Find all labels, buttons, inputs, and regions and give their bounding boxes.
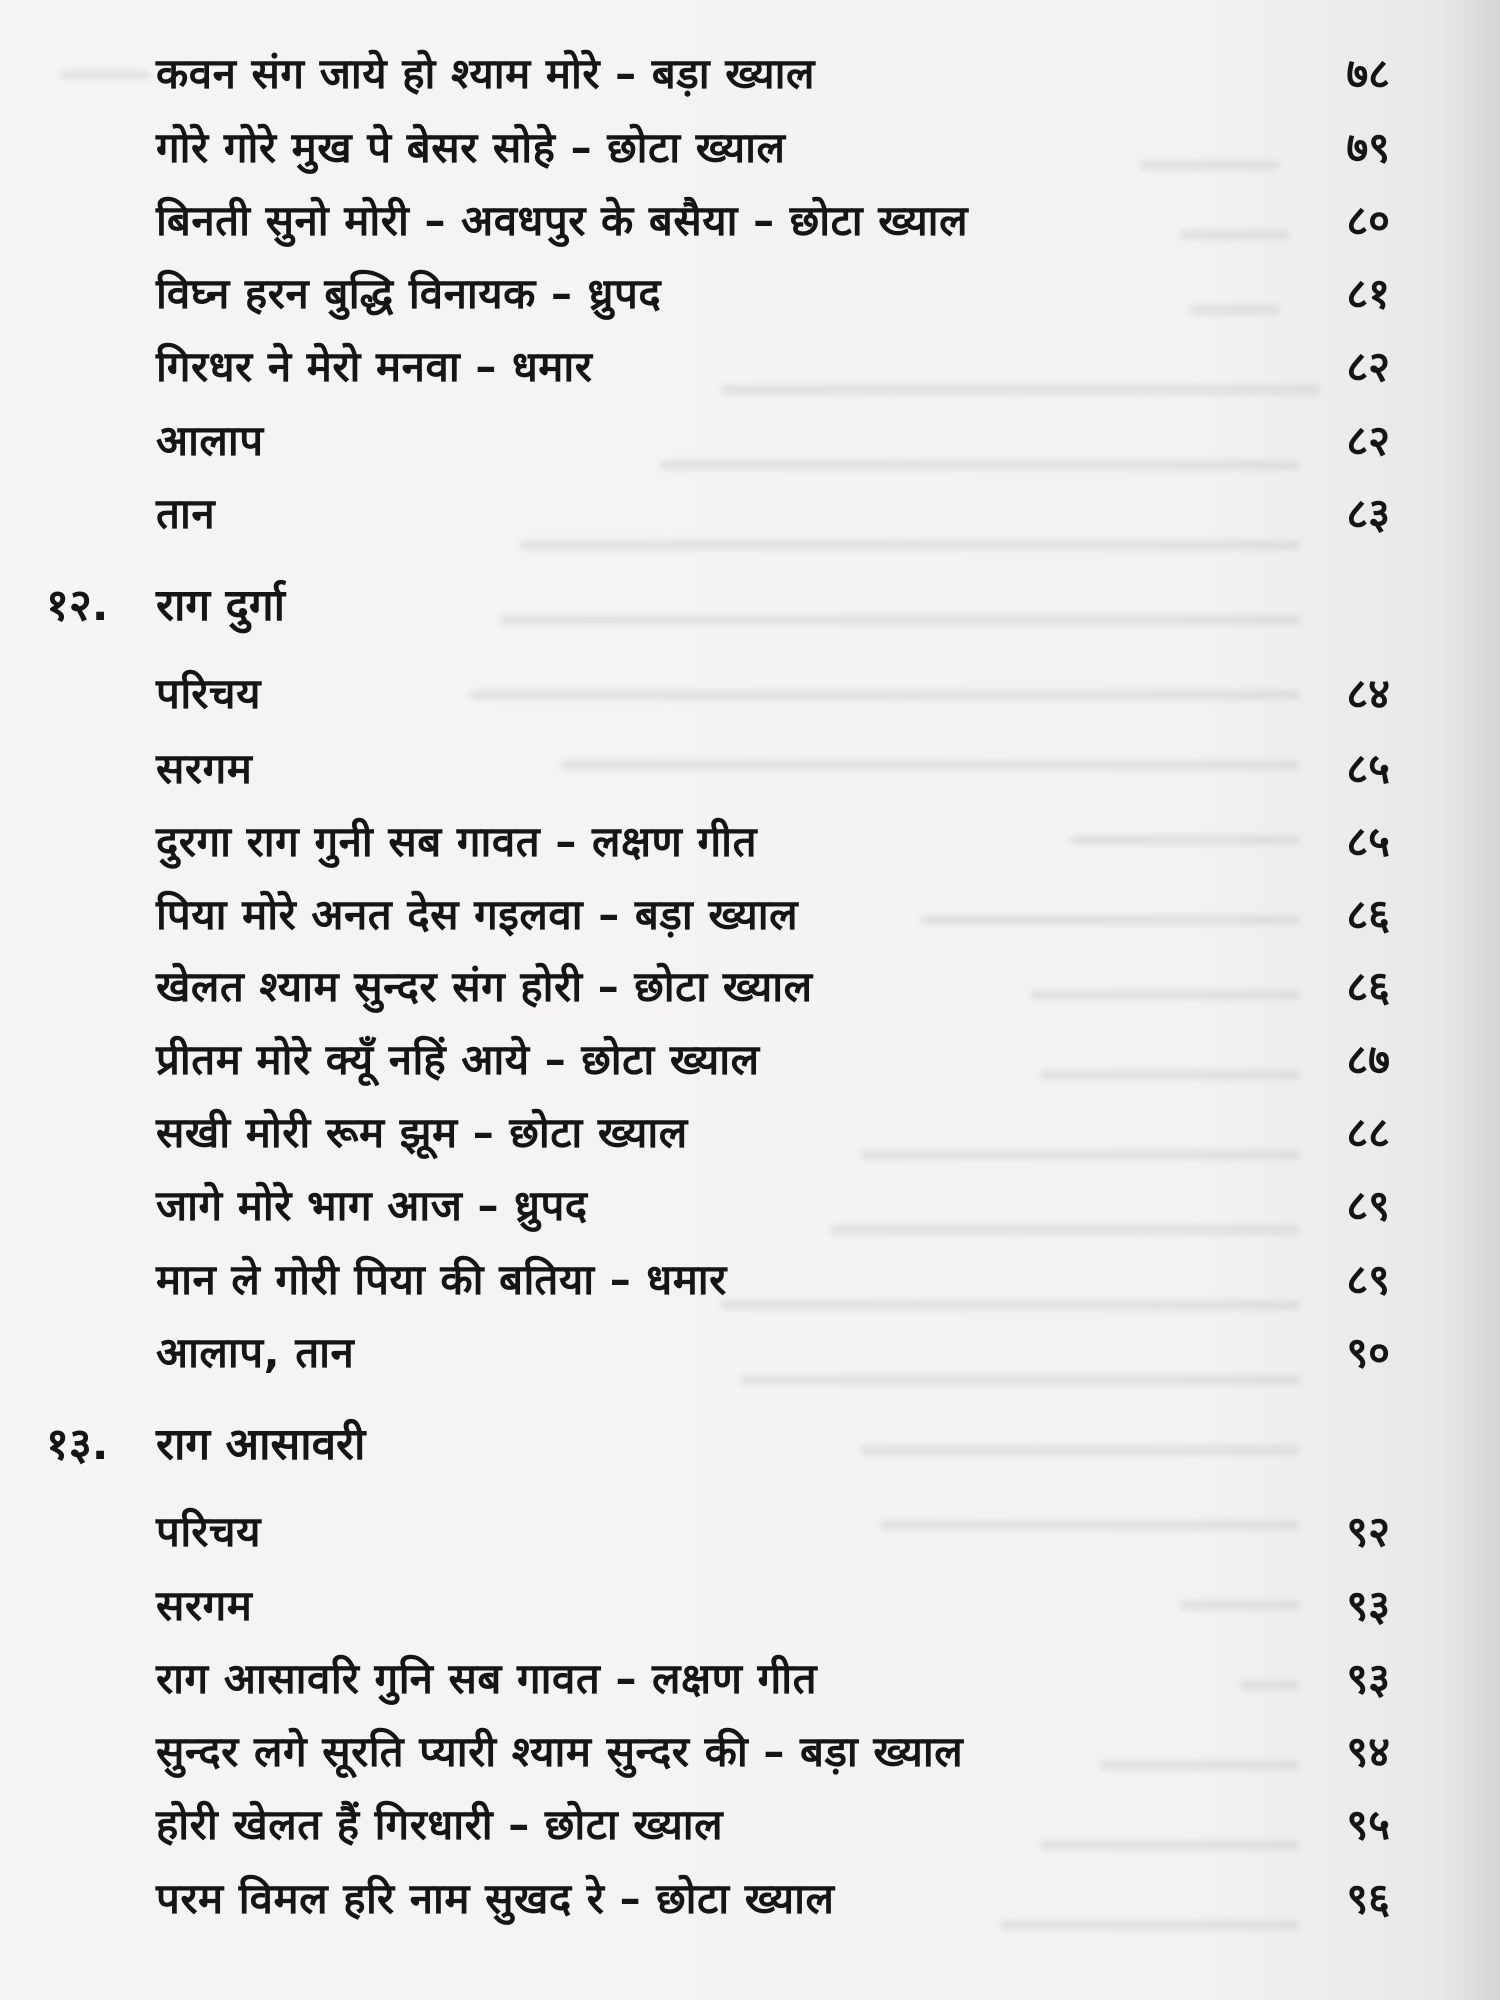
section-heading-raag-durga (0, 572, 1500, 640)
toc-entry-page: ८९ (1346, 1255, 1390, 1304)
toc-entry-page: ८३ (1346, 489, 1390, 538)
toc-entry (0, 737, 1500, 801)
toc-entry (0, 662, 1500, 726)
section-heading-raag-asavari (0, 1411, 1500, 1479)
toc-entry-title: बिनती सुनो मोरी – अवधपुर के बसैया – छोटा ख्याल (156, 196, 969, 245)
toc-entry-title: सरगम (156, 1581, 253, 1630)
toc-entry-title: विघ्न हरन बुद्धि विनायक – ध्रुपद (156, 269, 662, 318)
toc-entry-title: पिया मोरे अनत देस गइलवा – बड़ा ख्याल (156, 890, 799, 939)
toc-entry (0, 262, 1500, 326)
toc-entry (0, 116, 1500, 180)
toc-entry (0, 1500, 1500, 1564)
toc-entry-page: ८५ (1346, 744, 1390, 793)
toc-entry (0, 1867, 1500, 1931)
toc-entry-page: ८२ (1346, 416, 1390, 465)
section-title: राग आसावरी (156, 1419, 366, 1470)
toc-entry-title: गिरधर ने मेरो मनवा – धमार (156, 342, 593, 391)
toc-entry-title: परिचय (156, 1507, 261, 1556)
toc-entry (0, 482, 1500, 546)
toc-entry-title: गोरे गोरे मुख पे बेसर सोहे – छोटा ख्याल (156, 123, 786, 172)
section-title: राग दुर्गा (156, 580, 286, 631)
toc-entry (0, 1574, 1500, 1638)
toc-entry-title: आलाप, तान (156, 1328, 355, 1377)
toc-entry (0, 810, 1500, 874)
toc-entry-page: ९६ (1346, 1874, 1390, 1923)
toc-entry (0, 409, 1500, 473)
toc-entry-page: ८५ (1346, 817, 1390, 866)
toc-entry-title: प्रीतम मोरे क्यूँ नहिं आये – छोटा ख्याल (156, 1035, 760, 1084)
toc-entry-page: ८१ (1346, 269, 1390, 318)
section-number: १३. (46, 1419, 109, 1470)
toc-entry-title: मान ले गोरी पिया की बतिया – धमार (156, 1255, 727, 1304)
toc-entry-title: दुरगा राग गुनी सब गावत – लक्षण गीत (156, 817, 758, 866)
toc-entry-page: ८४ (1346, 669, 1390, 718)
toc-entry-title: खेलत श्याम सुन्दर संग होरी – छोटा ख्याल (156, 962, 813, 1011)
toc-entry-page: ९५ (1346, 1800, 1390, 1849)
toc-entry (0, 1793, 1500, 1857)
toc-entry-title: सरगम (156, 744, 253, 793)
toc-entry-title: परम विमल हरि नाम सुखद रे – छोटा ख्याल (156, 1874, 835, 1923)
toc-entry (0, 1028, 1500, 1092)
toc-entry (0, 955, 1500, 1019)
toc-entry (0, 1720, 1500, 1784)
toc-entry-title: कवन संग जाये हो श्याम मोरे – बड़ा ख्याल (156, 49, 816, 98)
toc-entry (0, 1248, 1500, 1312)
toc-entry-page: ९२ (1346, 1507, 1390, 1556)
toc-entry-page: ८९ (1346, 1181, 1390, 1230)
toc-entry-page: ९० (1346, 1328, 1390, 1377)
toc-entry-page: ९४ (1346, 1727, 1390, 1776)
toc-entry-page: ९३ (1346, 1654, 1390, 1703)
toc-entry-title: परिचय (156, 669, 261, 718)
toc-entry (0, 1174, 1500, 1238)
toc-entry-page: ८६ (1346, 890, 1390, 939)
toc-entry-title: सुन्दर लगे सूरति प्यारी श्याम सुन्दर की – बड़ा ख्याल (156, 1727, 964, 1776)
toc-entry-title: होरी खेलत हैं गिरधारी – छोटा ख्याल (156, 1800, 724, 1849)
toc-entry-page: ७८ (1346, 49, 1390, 98)
toc-entry (0, 1647, 1500, 1711)
toc-entry (0, 1101, 1500, 1165)
toc-entry-page: ८६ (1346, 962, 1390, 1011)
toc-entry-page: ८२ (1346, 342, 1390, 391)
toc-entry-title: सखी मोरी रूम झूम – छोटा ख्याल (156, 1108, 688, 1157)
toc-entry-page: ८७ (1346, 1035, 1390, 1084)
toc-entry-title: जागे मोरे भाग आज – ध्रुपद (156, 1181, 588, 1230)
toc-entry-page: ७९ (1346, 123, 1390, 172)
section-number: १२. (46, 580, 109, 631)
toc-entry-page: ८० (1346, 196, 1390, 245)
toc-entry-title: आलाप (156, 416, 264, 465)
toc-entry-title: राग आसावरि गुनि सब गावत – लक्षण गीत (156, 1654, 818, 1703)
toc-entry (0, 883, 1500, 947)
toc-entry-page: ८८ (1346, 1108, 1390, 1157)
toc-entry (0, 42, 1500, 106)
toc-entry-title: तान (156, 489, 216, 538)
toc-entry-page: ९३ (1346, 1581, 1390, 1630)
toc-entry (0, 1321, 1500, 1385)
toc-entry (0, 189, 1500, 253)
toc-entry (0, 335, 1500, 399)
